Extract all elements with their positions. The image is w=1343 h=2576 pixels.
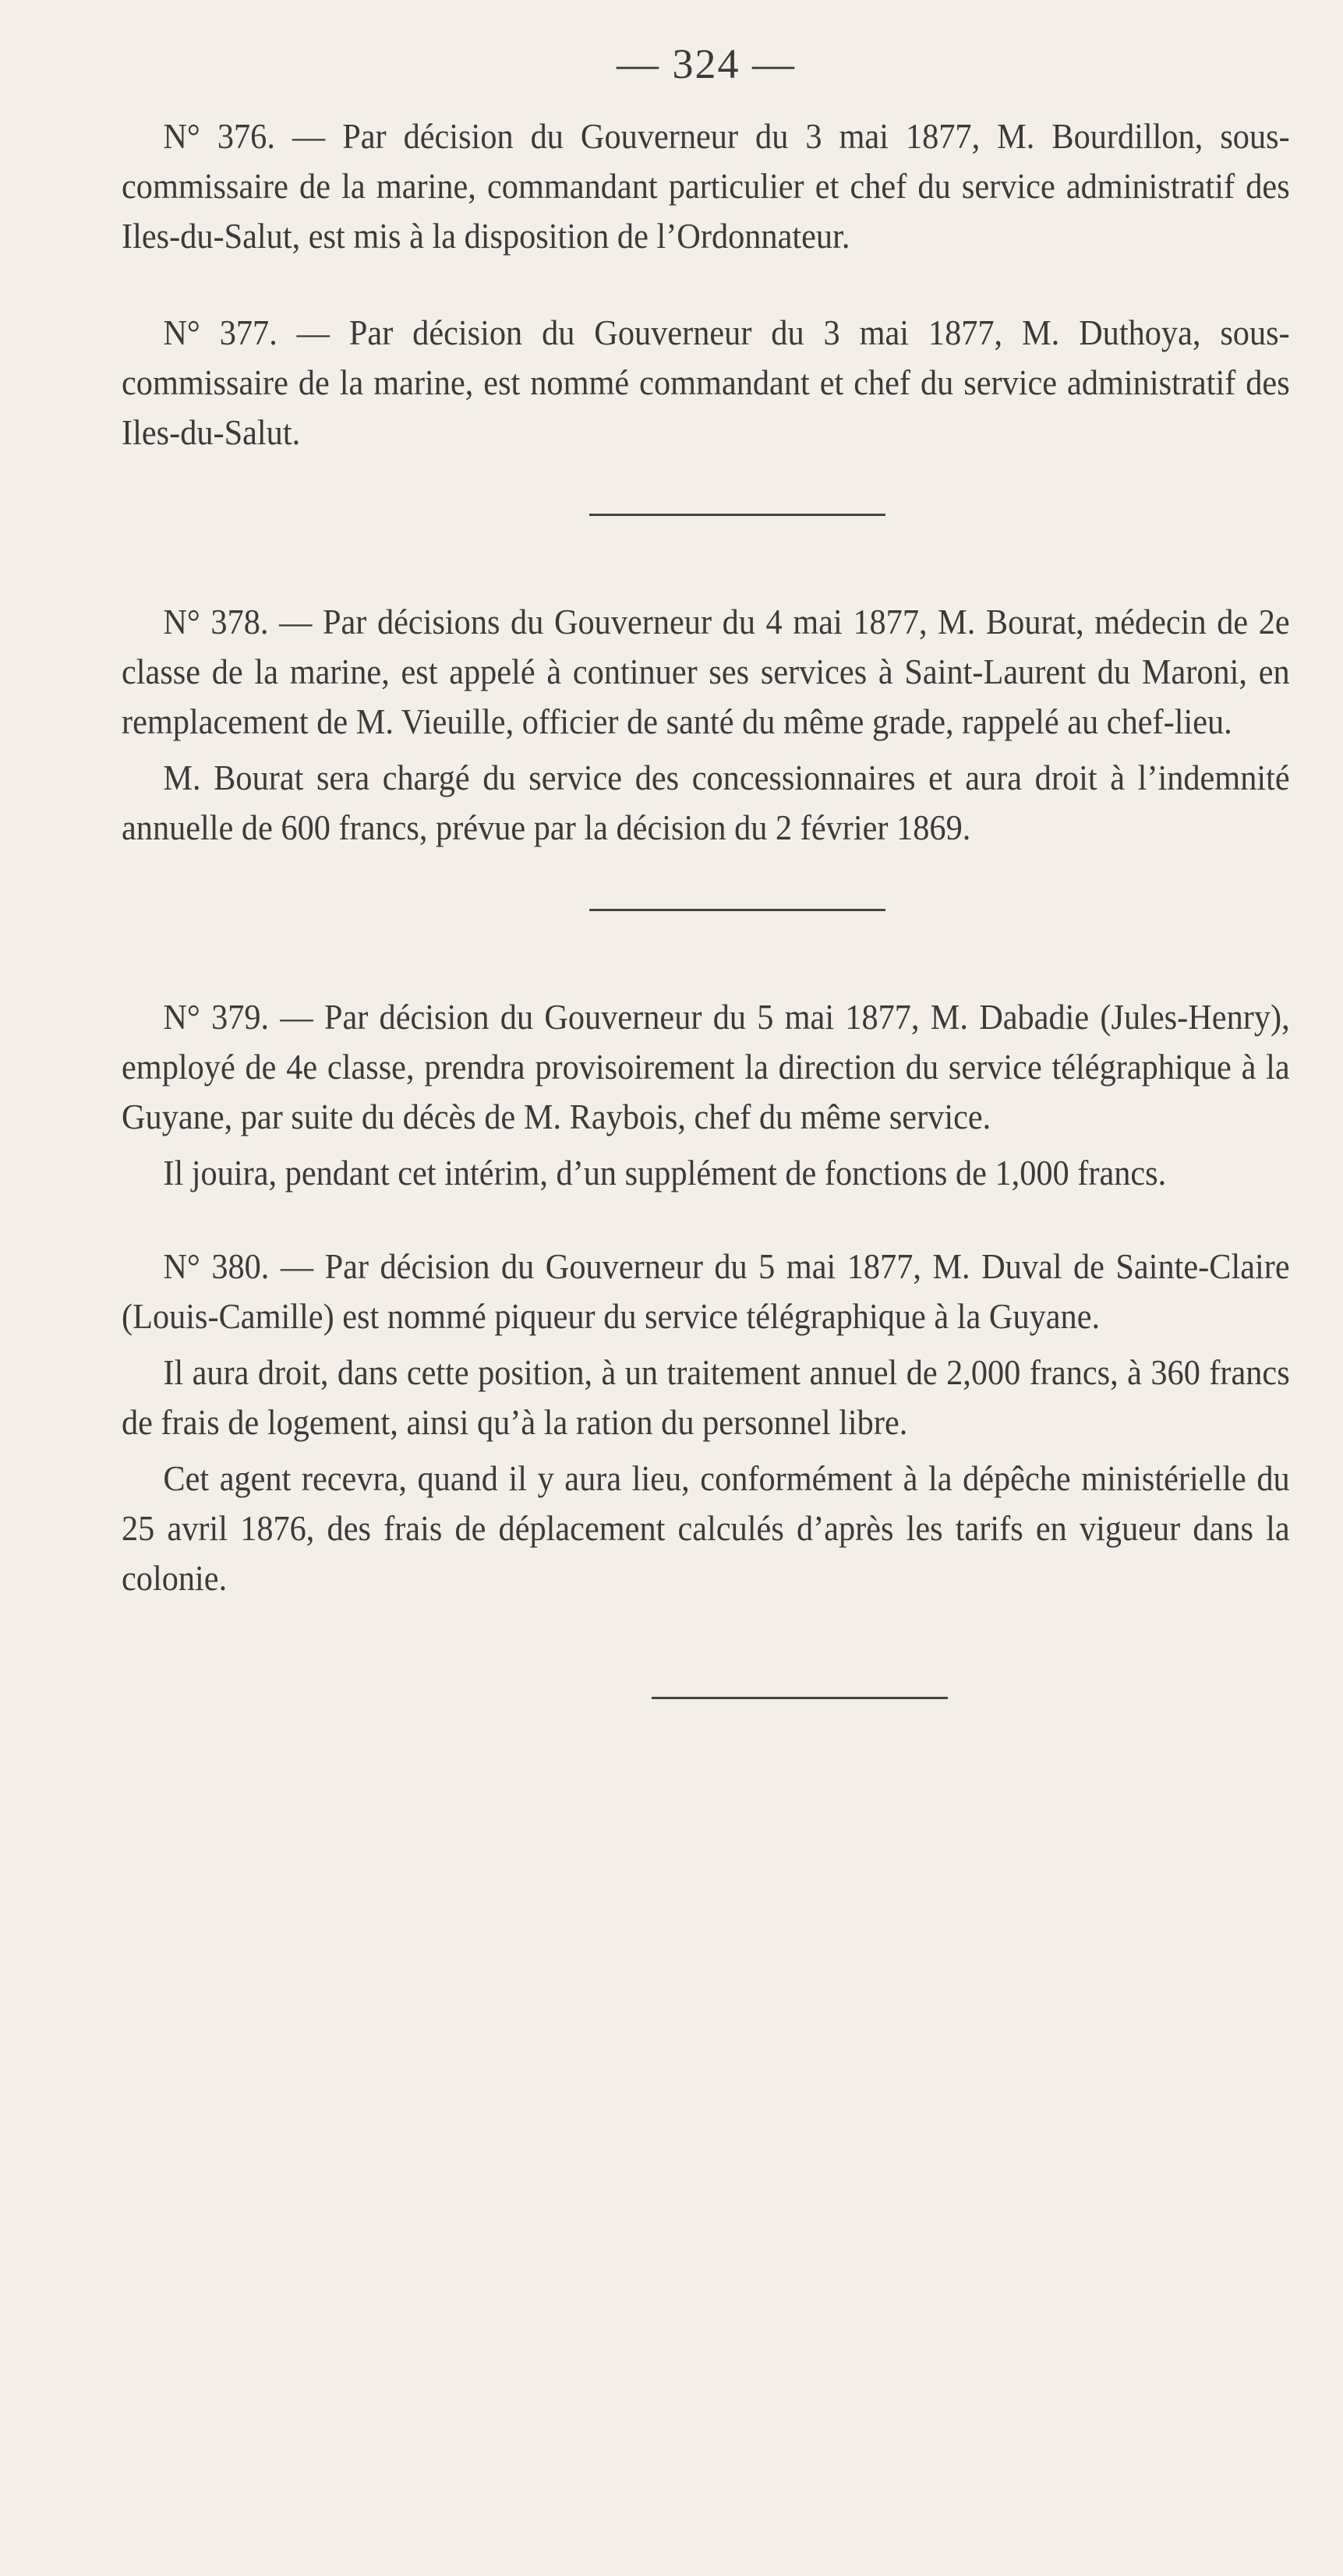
entry-380-paragraph-1: N° 380. — Par décision du Gouverneur du 5 mai 1877, M. Duval de Sainte-Claire (Louis-Camille) est nommé piqueur du service télégraphique à la Guyane. bbox=[122, 1246, 1290, 1336]
decision-entry-376 bbox=[122, 111, 1291, 261]
decision-entry-378 bbox=[122, 597, 1291, 853]
entry-377-paragraph-1: N° 377. — Par décision du Gouverneur du 3 mai 1877, M. Duthoya, sous-commissaire de la marine, est nommé commandant et chef du service administratif des Iles-du-Salut. bbox=[122, 312, 1290, 452]
section-divider bbox=[122, 458, 1291, 597]
document-page bbox=[122, 39, 1291, 1699]
section-divider bbox=[122, 1603, 1291, 1699]
decision-entry-377 bbox=[122, 308, 1291, 458]
decision-entry-379 bbox=[122, 992, 1291, 1198]
entry-380-paragraph-2: Il aura droit, dans cette position, à un traitement annuel de 2,000 francs, à 360 francs de frais de logement, ainsi qu’à la ration du personnel libre. bbox=[122, 1352, 1290, 1442]
entry-380-paragraph-3: Cet agent recevra, quand il y aura lieu, conformément à la dépêche ministérielle du 25 avril 1876, des frais de déplacement calculés d’après les tarifs en vigueur dans la colonie. bbox=[122, 1458, 1290, 1598]
entry-379-paragraph-1: N° 379. — Par décision du Gouverneur du 5 mai 1877, M. Dabadie (Jules-Henry), employé de 4e classe, prendra provisoirement la direction du service télégraphique à la Guyane, par suite du décès de M. Raybois, chef du même service. bbox=[122, 996, 1290, 1136]
section-divider bbox=[122, 853, 1291, 992]
page-number: — 324 — bbox=[617, 41, 796, 87]
entry-379-paragraph-2: Il jouira, pendant cet intérim, d’un supplément de fonctions de 1,000 francs. bbox=[163, 1152, 1167, 1193]
entry-378-paragraph-2: M. Bourat sera chargé du service des concessionnaires et aura droit à l’indemnité annuelle de 600 francs, prévue par la décision du 2 février 1869. bbox=[122, 757, 1290, 847]
decision-entry-380 bbox=[122, 1242, 1291, 1603]
entry-376-paragraph-1: N° 376. — Par décision du Gouverneur du 3 mai 1877, M. Bourdillon, sous-commissaire de la marine, commandant particulier et chef du service administratif des Iles-du-Salut, est mis à la disposition de l’Ordonnateur. bbox=[122, 115, 1290, 256]
entry-378-paragraph-1: N° 378. — Par décisions du Gouverneur du 4 mai 1877, M. Bourat, médecin de 2e classe de la marine, est appelé à continuer ses services à Saint-Laurent du Maroni, en remplacement de M. Vieuille, officier de santé du même grade, rappelé au chef-lieu. bbox=[122, 601, 1290, 741]
